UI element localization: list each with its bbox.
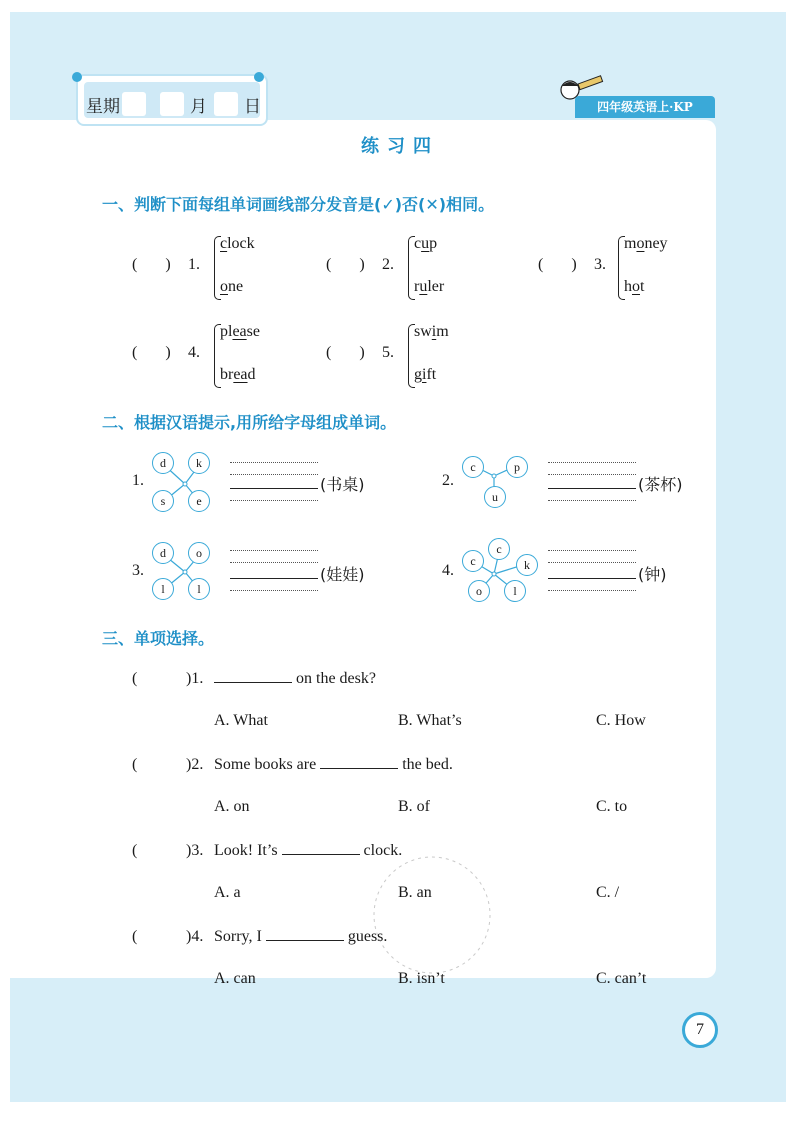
question-number: )1. xyxy=(186,670,204,687)
word: one xyxy=(220,278,244,295)
letter-circle: s xyxy=(152,490,174,512)
page-title: 练习四 xyxy=(361,136,439,157)
question-text: Look! It’s clock. xyxy=(214,842,403,859)
day-label: 日 xyxy=(244,97,261,117)
option-a[interactable]: A. on xyxy=(214,798,250,815)
letter-circle: c xyxy=(488,538,510,560)
hint: (娃娃) xyxy=(320,565,365,584)
letter-circle: k xyxy=(516,554,538,576)
item-number: 5. xyxy=(382,344,394,361)
option-c[interactable]: C. / xyxy=(596,884,620,901)
section2-heading: 二、根据汉语提示,用所给字母组成单词。 xyxy=(102,413,397,432)
weekday-label: 星期 xyxy=(86,97,120,117)
option-c[interactable]: C. How xyxy=(596,712,646,729)
word: money xyxy=(624,235,668,252)
hint: (钟) xyxy=(638,565,667,584)
option-c[interactable]: C. to xyxy=(596,798,628,815)
word: bread xyxy=(220,366,256,383)
letter-circle: o xyxy=(188,542,210,564)
letter-circle: l xyxy=(152,578,174,600)
question-number: )2. xyxy=(186,756,204,773)
section1-heading: 一、判断下面每组单词画线部分发音是(✓)否(✕)相同。 xyxy=(102,195,495,214)
month-field[interactable] xyxy=(160,92,184,116)
item-number: 2. xyxy=(382,256,394,273)
letter-circle: d xyxy=(152,452,174,474)
hint: (茶杯) xyxy=(638,475,683,494)
stamp-watermark xyxy=(362,850,502,980)
word: please xyxy=(220,323,260,340)
letter-circle: u xyxy=(484,486,506,508)
word: gift xyxy=(414,366,437,383)
pin-icon xyxy=(72,72,82,82)
month-label: 月 xyxy=(190,97,207,117)
item-number: 3. xyxy=(132,562,144,579)
option-b[interactable]: B. an xyxy=(398,884,432,901)
question-text: Sorry, I guess. xyxy=(214,928,388,945)
letter-circle: l xyxy=(188,578,210,600)
answer-line[interactable] xyxy=(230,578,318,579)
section3-heading: 三、单项选择。 xyxy=(102,629,215,648)
word: clock xyxy=(220,235,255,252)
question-text: Some books are the bed. xyxy=(214,756,453,773)
item-number: 1. xyxy=(188,256,200,273)
weekday-field[interactable] xyxy=(122,92,146,116)
option-a[interactable]: A. a xyxy=(214,884,241,901)
hint: (书桌) xyxy=(320,475,365,494)
letter-circle: d xyxy=(152,542,174,564)
page-number: 7 xyxy=(682,1012,718,1048)
option-a[interactable]: A. What xyxy=(214,712,268,729)
letter-circle: c xyxy=(462,456,484,478)
answer-line[interactable] xyxy=(230,488,318,489)
question-number: )3. xyxy=(186,842,204,859)
word: hot xyxy=(624,278,645,295)
item-number: 4. xyxy=(188,344,200,361)
option-a[interactable]: A. can xyxy=(214,970,256,987)
letter-circle: p xyxy=(506,456,528,478)
option-b[interactable]: B. of xyxy=(398,798,430,815)
answer-blank[interactable] xyxy=(214,681,292,683)
letter-circle: c xyxy=(462,550,484,572)
word: ruler xyxy=(414,278,445,295)
letter-circle: l xyxy=(504,580,526,602)
answer-blank[interactable] xyxy=(320,767,398,769)
item-number: 4. xyxy=(442,562,454,579)
option-b[interactable]: B. isn’t xyxy=(398,970,445,987)
question-text: on the desk? xyxy=(214,670,376,688)
question-number: )4. xyxy=(186,928,204,945)
letter-circle: e xyxy=(188,490,210,512)
pin-icon xyxy=(254,72,264,82)
letter-circle: o xyxy=(468,580,490,602)
day-field[interactable] xyxy=(214,92,238,116)
option-b[interactable]: B. What’s xyxy=(398,712,462,729)
answer-line[interactable] xyxy=(548,488,636,489)
answer-line[interactable] xyxy=(548,578,636,579)
book-tag: 四年级英语上·KP xyxy=(575,96,715,118)
answer-blank[interactable] xyxy=(282,853,360,855)
item-number: 1. xyxy=(132,472,144,489)
letter-circle: k xyxy=(188,452,210,474)
option-c[interactable]: C. can’t xyxy=(596,970,647,987)
item-number: 2. xyxy=(442,472,454,489)
word: cup xyxy=(414,235,438,252)
answer-blank[interactable] xyxy=(266,939,344,941)
word: swim xyxy=(414,323,449,340)
item-number: 3. xyxy=(594,256,606,273)
